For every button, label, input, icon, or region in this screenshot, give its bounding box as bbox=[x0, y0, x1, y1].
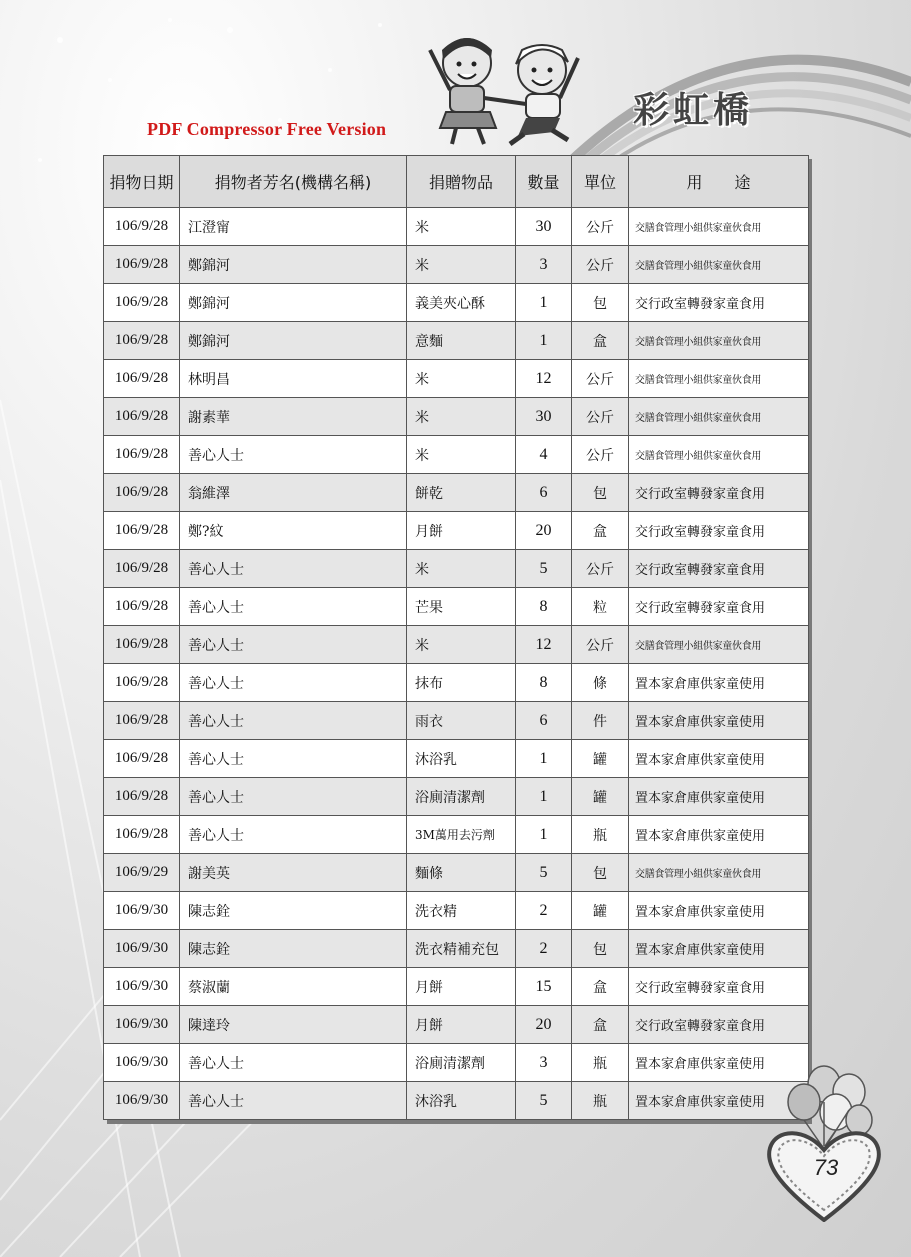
table-row bbox=[104, 930, 809, 968]
cell-item: 意麵 bbox=[407, 322, 516, 360]
cell-date: 106/9/28 bbox=[104, 512, 180, 550]
table-row bbox=[104, 360, 809, 398]
table-row bbox=[104, 778, 809, 816]
cell-unit: 盒 bbox=[572, 968, 629, 1006]
cell-unit: 公斤 bbox=[572, 246, 629, 284]
cell-donor: 陳志銓 bbox=[180, 892, 407, 930]
cell-date: 106/9/30 bbox=[104, 968, 180, 1006]
cell-unit: 包 bbox=[572, 930, 629, 968]
table-row bbox=[104, 512, 809, 550]
table-row bbox=[104, 550, 809, 588]
cell-item: 洗衣精補充包 bbox=[407, 930, 516, 968]
cell-item: 月餅 bbox=[407, 1006, 516, 1044]
cell-purpose: 交行政室轉發家童食用 bbox=[629, 588, 809, 626]
cell-date: 106/9/28 bbox=[104, 816, 180, 854]
cell-donor: 善心人士 bbox=[180, 778, 407, 816]
cell-item: 雨衣 bbox=[407, 702, 516, 740]
cell-item: 餅乾 bbox=[407, 474, 516, 512]
cell-qty: 2 bbox=[516, 930, 572, 968]
cell-qty: 20 bbox=[516, 1006, 572, 1044]
cell-item: 沐浴乳 bbox=[407, 740, 516, 778]
cell-date: 106/9/28 bbox=[104, 778, 180, 816]
cell-donor: 善心人士 bbox=[180, 740, 407, 778]
cell-purpose: 交膳食管理小組供家童伙食用 bbox=[629, 626, 809, 664]
cell-qty: 8 bbox=[516, 664, 572, 702]
cell-unit: 盒 bbox=[572, 512, 629, 550]
cell-qty: 1 bbox=[516, 816, 572, 854]
cell-qty: 12 bbox=[516, 360, 572, 398]
table-row bbox=[104, 1082, 809, 1120]
cell-item: 芒果 bbox=[407, 588, 516, 626]
cell-donor: 善心人士 bbox=[180, 1082, 407, 1120]
cell-unit: 公斤 bbox=[572, 208, 629, 246]
cell-date: 106/9/28 bbox=[104, 208, 180, 246]
heart-balloon-icon bbox=[764, 1062, 884, 1222]
cell-unit: 盒 bbox=[572, 322, 629, 360]
cell-donor: 善心人士 bbox=[180, 816, 407, 854]
table-row bbox=[104, 626, 809, 664]
cell-date: 106/9/28 bbox=[104, 588, 180, 626]
cell-qty: 5 bbox=[516, 550, 572, 588]
cell-unit: 瓶 bbox=[572, 816, 629, 854]
cell-unit: 公斤 bbox=[572, 398, 629, 436]
cell-donor: 江澄甯 bbox=[180, 208, 407, 246]
cell-qty: 1 bbox=[516, 740, 572, 778]
cell-date: 106/9/28 bbox=[104, 246, 180, 284]
cell-item: 米 bbox=[407, 436, 516, 474]
cell-item: 米 bbox=[407, 626, 516, 664]
table-row bbox=[104, 1006, 809, 1044]
cell-purpose: 交行政室轉發家童食用 bbox=[629, 1006, 809, 1044]
cell-item: 抹布 bbox=[407, 664, 516, 702]
cell-date: 106/9/28 bbox=[104, 474, 180, 512]
cell-donor: 林明昌 bbox=[180, 360, 407, 398]
cell-qty: 6 bbox=[516, 702, 572, 740]
cell-date: 106/9/28 bbox=[104, 284, 180, 322]
cell-qty: 3 bbox=[516, 246, 572, 284]
cell-unit: 條 bbox=[572, 664, 629, 702]
cell-purpose: 交膳食管理小組供家童伙食用 bbox=[629, 322, 809, 360]
cell-qty: 8 bbox=[516, 588, 572, 626]
table-body bbox=[104, 208, 809, 1120]
table-row bbox=[104, 816, 809, 854]
cell-donor: 鄭錦河 bbox=[180, 284, 407, 322]
cell-purpose: 置本家倉庫供家童使用 bbox=[629, 1044, 809, 1082]
cell-item: 麵條 bbox=[407, 854, 516, 892]
cell-donor: 鄭錦河 bbox=[180, 246, 407, 284]
cell-qty: 3 bbox=[516, 1044, 572, 1082]
donation-table bbox=[103, 155, 809, 1120]
cell-unit: 公斤 bbox=[572, 550, 629, 588]
cell-purpose: 交行政室轉發家童食用 bbox=[629, 474, 809, 512]
cell-purpose: 置本家倉庫供家童使用 bbox=[629, 740, 809, 778]
table-row bbox=[104, 892, 809, 930]
cell-donor: 善心人士 bbox=[180, 702, 407, 740]
watermark-text: PDF Compressor Free Version bbox=[147, 119, 387, 139]
cell-donor: 善心人士 bbox=[180, 626, 407, 664]
header-date: 捐物日期 bbox=[104, 156, 180, 208]
cell-item: 浴廁清潔劑 bbox=[407, 1044, 516, 1082]
cell-date: 106/9/30 bbox=[104, 892, 180, 930]
cell-purpose: 交膳食管理小組供家童伙食用 bbox=[629, 246, 809, 284]
cell-donor: 鄭錦河 bbox=[180, 322, 407, 360]
cell-qty: 1 bbox=[516, 284, 572, 322]
donation-table-container bbox=[103, 155, 808, 1120]
table-row bbox=[104, 474, 809, 512]
cell-purpose: 交行政室轉發家童食用 bbox=[629, 284, 809, 322]
cell-qty: 20 bbox=[516, 512, 572, 550]
cell-unit: 罐 bbox=[572, 778, 629, 816]
table-row bbox=[104, 702, 809, 740]
cell-item: 浴廁清潔劑 bbox=[407, 778, 516, 816]
cell-qty: 5 bbox=[516, 1082, 572, 1120]
cell-item: 月餅 bbox=[407, 968, 516, 1006]
cell-donor: 善心人士 bbox=[180, 436, 407, 474]
cell-unit: 盒 bbox=[572, 1006, 629, 1044]
cell-unit: 公斤 bbox=[572, 626, 629, 664]
cell-date: 106/9/28 bbox=[104, 740, 180, 778]
kids-illustration bbox=[412, 28, 602, 148]
cell-item: 米 bbox=[407, 398, 516, 436]
cell-purpose: 置本家倉庫供家童使用 bbox=[629, 816, 809, 854]
cell-date: 106/9/28 bbox=[104, 664, 180, 702]
cell-item: 3M萬用去污劑 bbox=[407, 816, 516, 854]
header-purpose: 用 途 bbox=[629, 156, 809, 208]
table-row bbox=[104, 284, 809, 322]
cell-date: 106/9/30 bbox=[104, 1044, 180, 1082]
cell-qty: 15 bbox=[516, 968, 572, 1006]
cell-donor: 蔡淑蘭 bbox=[180, 968, 407, 1006]
cell-date: 106/9/28 bbox=[104, 550, 180, 588]
cell-donor: 陳志銓 bbox=[180, 930, 407, 968]
cell-unit: 罐 bbox=[572, 892, 629, 930]
table-row bbox=[104, 246, 809, 284]
table-row bbox=[104, 664, 809, 702]
cell-unit: 公斤 bbox=[572, 360, 629, 398]
cell-item: 米 bbox=[407, 208, 516, 246]
cell-purpose: 交膳食管理小組供家童伙食用 bbox=[629, 208, 809, 246]
cell-donor: 謝美英 bbox=[180, 854, 407, 892]
cell-item: 米 bbox=[407, 246, 516, 284]
cell-qty: 1 bbox=[516, 322, 572, 360]
cell-donor: 鄭?紋 bbox=[180, 512, 407, 550]
cell-donor: 陳達玲 bbox=[180, 1006, 407, 1044]
cell-qty: 6 bbox=[516, 474, 572, 512]
cell-date: 106/9/28 bbox=[104, 702, 180, 740]
cell-purpose: 交行政室轉發家童食用 bbox=[629, 550, 809, 588]
cell-unit: 瓶 bbox=[572, 1044, 629, 1082]
cell-purpose: 置本家倉庫供家童使用 bbox=[629, 1082, 809, 1120]
cell-qty: 1 bbox=[516, 778, 572, 816]
cell-qty: 12 bbox=[516, 626, 572, 664]
header-unit: 單位 bbox=[572, 156, 629, 208]
cell-date: 106/9/28 bbox=[104, 398, 180, 436]
cell-donor: 善心人士 bbox=[180, 550, 407, 588]
table-row bbox=[104, 208, 809, 246]
cell-item: 沐浴乳 bbox=[407, 1082, 516, 1120]
cell-qty: 30 bbox=[516, 208, 572, 246]
table-row bbox=[104, 588, 809, 626]
header-item: 捐贈物品 bbox=[407, 156, 516, 208]
cell-unit: 公斤 bbox=[572, 436, 629, 474]
cell-unit: 瓶 bbox=[572, 1082, 629, 1120]
cell-unit: 包 bbox=[572, 474, 629, 512]
cell-date: 106/9/29 bbox=[104, 854, 180, 892]
cell-purpose: 交膳食管理小組供家童伙食用 bbox=[629, 360, 809, 398]
cell-qty: 30 bbox=[516, 398, 572, 436]
cell-unit: 粒 bbox=[572, 588, 629, 626]
table-row bbox=[104, 740, 809, 778]
cell-date: 106/9/30 bbox=[104, 1006, 180, 1044]
table-row bbox=[104, 968, 809, 1006]
cell-purpose: 置本家倉庫供家童使用 bbox=[629, 778, 809, 816]
header-donor: 捐物者芳名(機構名稱) bbox=[180, 156, 407, 208]
cell-purpose: 置本家倉庫供家童使用 bbox=[629, 930, 809, 968]
cell-date: 106/9/28 bbox=[104, 360, 180, 398]
cell-date: 106/9/28 bbox=[104, 626, 180, 664]
cell-unit: 包 bbox=[572, 854, 629, 892]
cell-purpose: 置本家倉庫供家童使用 bbox=[629, 702, 809, 740]
cell-purpose: 交行政室轉發家童食用 bbox=[629, 512, 809, 550]
cell-donor: 善心人士 bbox=[180, 664, 407, 702]
cell-date: 106/9/30 bbox=[104, 930, 180, 968]
cell-unit: 包 bbox=[572, 284, 629, 322]
cell-item: 月餅 bbox=[407, 512, 516, 550]
brand-title: 彩虹橋 bbox=[633, 90, 754, 131]
table-header-row bbox=[104, 156, 809, 208]
header-qty: 數量 bbox=[516, 156, 572, 208]
cell-purpose: 交膳食管理小組供家童伙食用 bbox=[629, 436, 809, 474]
cell-item: 米 bbox=[407, 360, 516, 398]
table-row bbox=[104, 1044, 809, 1082]
cell-qty: 4 bbox=[516, 436, 572, 474]
cell-date: 106/9/28 bbox=[104, 322, 180, 360]
cell-qty: 2 bbox=[516, 892, 572, 930]
cell-purpose: 交行政室轉發家童食用 bbox=[629, 968, 809, 1006]
cell-purpose: 交膳食管理小組供家童伙食用 bbox=[629, 398, 809, 436]
cell-donor: 翁維澤 bbox=[180, 474, 407, 512]
cell-purpose: 置本家倉庫供家童使用 bbox=[629, 664, 809, 702]
cell-item: 洗衣精 bbox=[407, 892, 516, 930]
cell-unit: 罐 bbox=[572, 740, 629, 778]
cell-donor: 善心人士 bbox=[180, 588, 407, 626]
cell-item: 米 bbox=[407, 550, 516, 588]
cell-item: 義美夾心酥 bbox=[407, 284, 516, 322]
cell-unit: 件 bbox=[572, 702, 629, 740]
table-row bbox=[104, 436, 809, 474]
cell-donor: 謝素華 bbox=[180, 398, 407, 436]
cell-purpose: 置本家倉庫供家童使用 bbox=[629, 892, 809, 930]
cell-purpose: 交膳食管理小組供家童伙食用 bbox=[629, 854, 809, 892]
cell-donor: 善心人士 bbox=[180, 1044, 407, 1082]
cell-date: 106/9/28 bbox=[104, 436, 180, 474]
table-row bbox=[104, 854, 809, 892]
cell-qty: 5 bbox=[516, 854, 572, 892]
table-row bbox=[104, 398, 809, 436]
table-row bbox=[104, 322, 809, 360]
cell-date: 106/9/30 bbox=[104, 1082, 180, 1120]
page-number: 73 bbox=[813, 1155, 839, 1180]
